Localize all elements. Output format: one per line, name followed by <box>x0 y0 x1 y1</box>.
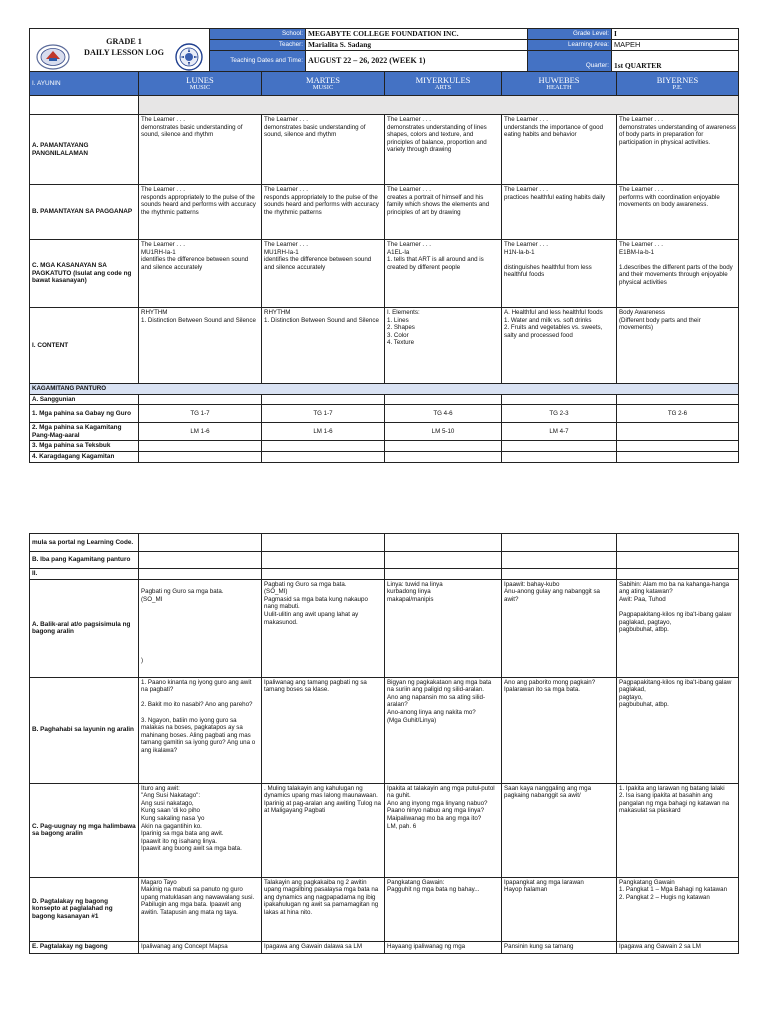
table-cell: The Learner . . . responds appropriately to the pulse of the sounds heard and performs with accuracy the rhythmic patterns <box>262 185 385 240</box>
table-cell: The Learner . . . creates a portrait of himself and his family which shows the elements and principles of art by drawing <box>385 185 502 240</box>
row-label: A. Balik-aral at/o pagsisimula ng bagong aralin <box>30 579 139 677</box>
day-header-biyernes <box>617 72 739 96</box>
table-cell <box>262 394 385 405</box>
table-cell <box>262 569 385 580</box>
row-label: I. CONTENT <box>30 308 139 384</box>
table-cell <box>262 441 385 452</box>
quarter-value: 1st QUARTER <box>612 51 739 72</box>
table-cell <box>139 552 262 569</box>
learning-area-label: Learning Area: <box>528 40 612 51</box>
table-cell: The Learner . . . demonstrates understanding of awareness of body parts in preparation for participation in physical activities. <box>617 115 739 185</box>
row-label: mula sa portal ng Learning Code. <box>30 534 139 552</box>
day-name: HUWEBES <box>538 74 580 85</box>
table-cell: The Learner . . . demonstrates basic understanding of sound, silence and rhythm <box>139 115 262 185</box>
table-cell: Linya: tuwid na linya kurbadong linya makapal/manipis <box>385 579 502 677</box>
school-label: School: <box>210 29 306 40</box>
table-cell: The Learner . . . responds appropriately to the pulse of the sounds heard and performs with accuracy the rhythmic patterns <box>139 185 262 240</box>
teacher-label: Teacher: <box>210 40 306 51</box>
row-label: C. MGA KASANAYAN SA PAGKATUTO (Isulat ang code ng bawat kasanayan) <box>30 240 139 308</box>
table-cell <box>385 534 502 552</box>
day-name: MARTES <box>306 74 340 85</box>
table-cell: The Learner . . . MU1RH-Ia-1 identifies the difference between sound and silence accurately <box>262 240 385 308</box>
table-cell: LM 5-10 <box>385 423 502 441</box>
dates-value: AUGUST 22 – 26, 2022 (WEEK 1) <box>306 51 528 72</box>
dates-label: Teaching Dates and Time: <box>210 51 306 72</box>
day-name: MIYERKULES <box>415 74 471 85</box>
table-cell: Magaro Tayo Makinig na mabuti sa panuto ng guro upang matuklasan ang nawawalang susi. Pabilugin ang mga bata. Ipaawit ang awitin. Tatapusin ang mata ng taya. <box>139 877 262 941</box>
table-cell: Pangkatang Gawain 1. Pangkat 1 – Mga Bahagi ng katawan 2. Pangkat 2 – Hugis ng katawan <box>617 877 739 941</box>
table-cell: Ipagawa ang Gawain 2 sa LM <box>617 941 739 953</box>
row-label: D. Pagtalakay ng bagong konsepto at paglalahad ng bagong kasanayan #1 <box>30 877 139 941</box>
ayunin-label: I. AYUNIN <box>30 72 139 96</box>
day-subject: HEALTH <box>546 83 572 91</box>
row-label: 2. Mga pahina sa Kagamitang Pang-Mag-aaral <box>30 423 139 441</box>
spacer-band <box>139 96 739 115</box>
table-cell: The Learner . . . MU1RH-Ia-1 identifies the difference between sound and silence accurately <box>139 240 262 308</box>
row-label: C. Pag-uugnay ng mga halimbawa sa bagong aralin <box>30 783 139 877</box>
table-cell: The Learner . . . practices healthful eating habits daily <box>502 185 617 240</box>
header-table <box>29 28 739 72</box>
table-cell <box>617 451 739 462</box>
day-header-miyerkules <box>385 72 502 96</box>
sanggunian-label: A. Sanggunian <box>30 394 139 405</box>
table-cell <box>139 441 262 452</box>
table-cell: The Learner . . . E1BM-Ia-b-1 1.describes the different parts of the body and their movements through enjoyable physical activities <box>617 240 739 308</box>
table-cell: Pangkatang Gawain: Pagguhit ng mga bata ng bahay... <box>385 877 502 941</box>
table-cell: . Muling talakayin ang kahulugan ng dynamics upang mas lalong maunawaan. Iparinig at pag-aralan ang awiting Tulog na at Maligayang Pagbati <box>262 783 385 877</box>
table-cell: Ipaliwanag ang tamang pagbati ng sa tamang boses sa klase. <box>262 677 385 783</box>
table-cell <box>617 441 739 452</box>
table-cell: Ipakita at talakayin ang mga putul-putol na guhit. Ano ang inyong mga linyang nabuo? Paano ninyo nabuo ang mga linya? Maipaliwanag mo ba ang mga ito? LM, pah. 6 <box>385 783 502 877</box>
table-cell: A. Healthful and less healthful foods 1. Water and milk vs. soft drinks 2. Fruits and vegetables vs. sweets, salty and processed food <box>502 308 617 384</box>
row-label: 1. Mga pahina sa Gabay ng Guro <box>30 405 139 423</box>
day-header-huwebes <box>502 72 617 96</box>
day-header-martes <box>262 72 385 96</box>
table-cell: TG 2-6 <box>617 405 739 423</box>
table-cell: Pansinin kung sa tamang <box>502 941 617 953</box>
table-cell <box>262 534 385 552</box>
table-cell: Pagpapakitang-kilos ng iba't-ibang galaw paglakad, pagtayo, pagbubuhat, atbp. <box>617 677 739 783</box>
row-label: 3. Mga pahina sa Teksbuk <box>30 441 139 452</box>
procedures-table <box>29 533 739 954</box>
day-subject: P.E. <box>672 83 683 91</box>
day-header-lunes <box>139 72 262 96</box>
table-cell: The Learner . . . demonstrates basic understanding of sound, silence and rhythm <box>262 115 385 185</box>
row-label: II. <box>30 569 139 580</box>
table-cell: TG 4-6 <box>385 405 502 423</box>
table-cell <box>617 552 739 569</box>
table-cell <box>617 423 739 441</box>
table-cell: Talakayin ang pagkakaiba ng 2 awitin upang magsilbing pasalaysa mga bata na ang dynamics ang nagpapadama ng ibig ipakahulugan ng awit sa pamamagitan ng lakas at hina nito. <box>262 877 385 941</box>
table-cell: The Learner . . . demonstrates understanding of lines shapes, colors and texture, and principles of balance, proportion and variety through drawing <box>385 115 502 185</box>
table-cell: Ituro ang awit: "Ang Susi Nakatago": Ang susi nakatago, Kung saan 'di ko piho Kung sakaling nasa 'yo Akin na gagantihin ko. Iparinig sa mga bata ang awit. Ipaawit ito ng isahang linya. Ipaawit ang buong awit sa mga bata. <box>139 783 262 877</box>
table-cell <box>262 552 385 569</box>
table-cell: Pagbati ng Guro sa mga bata. (SO_MI) Pagmasid sa mga bata kung nakaupo nang mabuti. Uulit-ulitin ang awit upang lahat ay makasunod. <box>262 579 385 677</box>
table-cell <box>502 441 617 452</box>
lesson-log-page-2 <box>29 533 738 954</box>
table-cell <box>617 534 739 552</box>
row-label: B. PAMANTAYAN SA PAGGANAP <box>30 185 139 240</box>
table-cell <box>385 394 502 405</box>
objectives-table <box>29 71 739 463</box>
table-cell <box>385 552 502 569</box>
table-cell: Sabihin: Alam mo ba na kahanga-hanga ang ating katawan? Awit: Paa, Tuhod Pagpapakitang-kilos ng iba't-ibang galaw paglakad, pagtayo, pagbubuhat, atbp. <box>617 579 739 677</box>
day-subject: ARTS <box>434 83 452 91</box>
table-cell: 1. Ipakita ang larawan ng batang lalaki 2. Isa isang ipakita at basahin ang pangalan ng mga bahagi ng katawan na makasulat sa plaskard <box>617 783 739 877</box>
table-cell <box>139 394 262 405</box>
table-cell <box>139 534 262 552</box>
header-logo-block <box>30 29 210 72</box>
table-cell: I. Elements: 1. Lines 2. Shapes 3. Color 4. Texture <box>385 308 502 384</box>
table-cell <box>139 451 262 462</box>
table-cell: LM 1-6 <box>262 423 385 441</box>
table-cell: Ano ang paborito mong pagkain? Ipalarawan ito sa mga bata. <box>502 677 617 783</box>
table-cell: Ipaliwanag ang Concept Mapsa <box>139 941 262 953</box>
school-seal-icon <box>36 36 70 62</box>
table-cell <box>139 569 262 580</box>
table-cell <box>385 451 502 462</box>
table-cell: Ipagawa ang Gawain dalawa sa LM <box>262 941 385 953</box>
table-cell <box>617 394 739 405</box>
row-label: 4. Karagdagang Kagamitan <box>30 451 139 462</box>
day-subject: MUSIC <box>189 83 211 91</box>
table-cell <box>617 569 739 580</box>
day-subject: MUSIC <box>312 83 334 91</box>
row-label: B. Paghahabi sa layunin ng aralin <box>30 677 139 783</box>
grade-level-value: I <box>612 29 739 40</box>
log-title: DAILY LESSON LOG <box>84 48 164 57</box>
table-cell: TG 2-3 <box>502 405 617 423</box>
table-cell: TG 1-7 <box>262 405 385 423</box>
lesson-log-page-1 <box>29 28 738 463</box>
table-cell <box>502 394 617 405</box>
table-cell: Saan kaya nanggaling ang mga pagkaing nabanggit sa awit/ <box>502 783 617 877</box>
table-cell <box>502 534 617 552</box>
school-value: MEGABYTE COLLEGE FOUNDATION INC. <box>306 29 528 40</box>
teacher-value: Marialita S. Sadang <box>306 40 528 51</box>
table-cell: The Learner . . . A1EL-Ia 1. tells that ART is all around and is created by different people <box>385 240 502 308</box>
table-cell: Hayaang ipaliwanag ng mga <box>385 941 502 953</box>
table-cell: Ipaawit: bahay-kubo Anu-anong gulay ang nabanggit sa awit? <box>502 579 617 677</box>
table-cell: Body Awareness (Different body parts and their movements) <box>617 308 739 384</box>
table-cell <box>502 569 617 580</box>
table-cell: LM 4-7 <box>502 423 617 441</box>
table-cell: The Learner . . . H1N-Ia-b-1 distinguishes healthful from less healthful foods <box>502 240 617 308</box>
table-cell: The Learner . . . performs with coordination enjoyable movements on body awareness. <box>617 185 739 240</box>
row-label: E. Pagtalakay ng bagong <box>30 941 139 953</box>
day-name: BIYERNES <box>656 74 699 85</box>
day-name: LUNES <box>186 74 214 85</box>
table-cell: TG 1-7 <box>139 405 262 423</box>
deped-seal-icon <box>174 35 204 63</box>
grade-level-label: Grade Level: <box>528 29 612 40</box>
spacer-cell <box>30 96 139 115</box>
learning-area-value: MAPEH <box>612 40 739 51</box>
table-cell: RHYTHM 1. Distinction Between Sound and Silence <box>139 308 262 384</box>
table-cell: LM 1-6 <box>139 423 262 441</box>
table-cell: Pagbati ng Guro sa mga bata. (SO_MI ) <box>139 579 262 677</box>
row-label: A. PAMANTAYANG PANGNILALAMAN <box>30 115 139 185</box>
table-cell: Ipapangkat ang mga larawan Hayop halaman <box>502 877 617 941</box>
table-cell <box>502 552 617 569</box>
table-cell <box>502 451 617 462</box>
quarter-label: Quarter: <box>528 51 612 72</box>
table-cell <box>262 451 385 462</box>
table-cell: 1. Paano kinanta ng iyong guro ang awit na pagbati? 2. Bakit mo ito nasabi? Ano ang pareho? 3. Ngayon, batiin mo iyong guro sa malakas na boses, pagkatapos ay sa mahinang boses. Aling pagbati ang mas tamang gamitin sa iyong guro? Ang una o ang ikalawa? <box>139 677 262 783</box>
kagamitan-label: KAGAMITANG PANTURO <box>30 384 739 395</box>
row-label: B. Iba pang Kagamitang panturo <box>30 552 139 569</box>
table-cell: Bigyan ng pagkakataon ang mga bata na suriin ang paligid ng silid-aralan. Ano ang napansin mo sa ating silid-aralan? Ano-anong linya ang nakita mo? (Mga Guhit/Linya) <box>385 677 502 783</box>
table-cell <box>385 569 502 580</box>
grade-title: GRADE 1 <box>106 37 142 46</box>
table-cell <box>385 441 502 452</box>
table-cell: RHYTHM 1. Distinction Between Sound and Silence <box>262 308 385 384</box>
table-cell: The Learner . . . understands the importance of good eating habits and behavior <box>502 115 617 185</box>
